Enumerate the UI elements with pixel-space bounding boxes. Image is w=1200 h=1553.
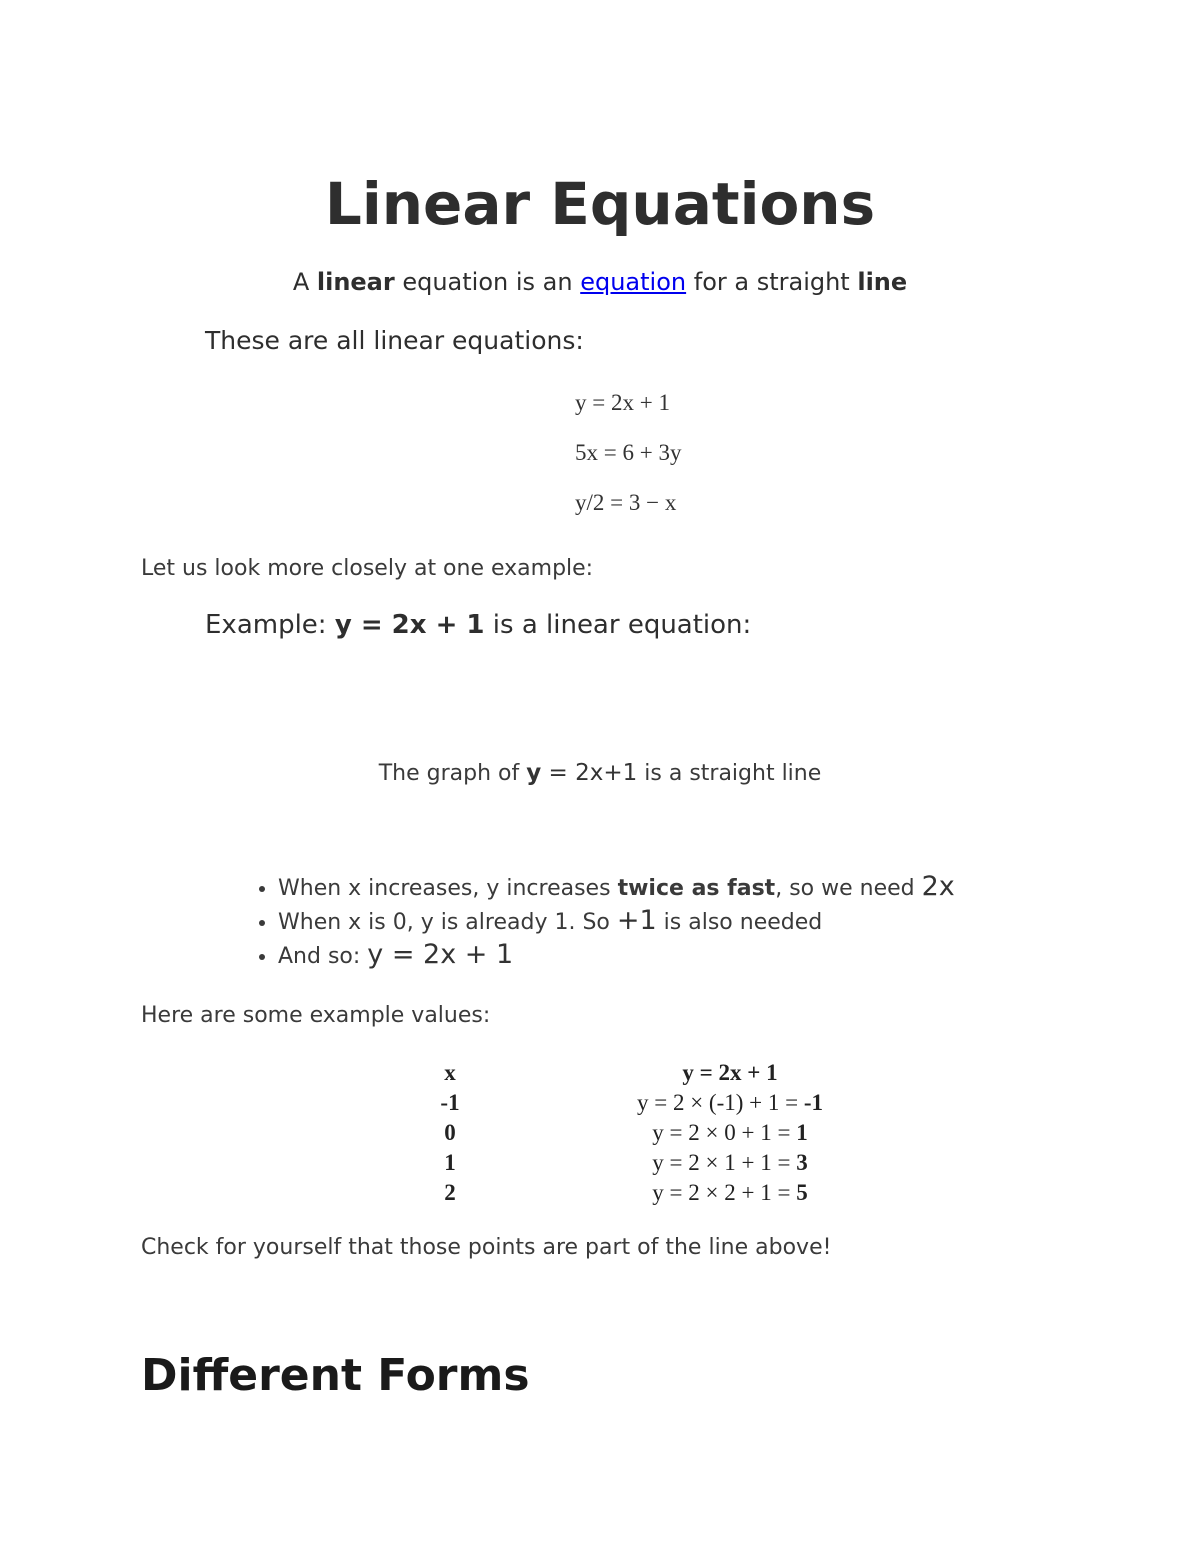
table-row bbox=[395, 1148, 955, 1178]
cell-calc bbox=[505, 1178, 955, 1208]
equation-3: y/2 = 3 − x bbox=[575, 490, 677, 515]
cell-x: 0 bbox=[444, 1120, 456, 1145]
table-row bbox=[395, 1088, 955, 1118]
calc-result: 5 bbox=[796, 1180, 808, 1205]
cell-x: 1 bbox=[444, 1150, 456, 1175]
look-closely-text: Let us look more closely at one example: bbox=[141, 556, 594, 581]
table-row bbox=[395, 1118, 955, 1148]
table-row bbox=[395, 1178, 955, 1208]
intro-bold-line: line bbox=[857, 268, 908, 296]
intro-text-1: A bbox=[292, 268, 317, 296]
page-title: Linear Equations bbox=[324, 170, 876, 238]
calc-result: 1 bbox=[796, 1120, 808, 1145]
calc-text: y = 2 × 0 + 1 = bbox=[652, 1120, 797, 1145]
values-table bbox=[395, 1058, 955, 1208]
intro-bold-linear: linear bbox=[316, 268, 395, 296]
equation-link[interactable]: equation bbox=[580, 268, 687, 296]
bullet-1-text-1: When x increases, y increases bbox=[278, 876, 618, 901]
explanation-list bbox=[240, 870, 955, 972]
header-x: x bbox=[444, 1060, 456, 1085]
cell-calc bbox=[505, 1118, 955, 1148]
example-suffix: is a linear equation: bbox=[484, 610, 752, 640]
graph-caption bbox=[0, 760, 1200, 786]
bullet-2-text-1: When x is 0, y is already 1. So bbox=[278, 910, 617, 935]
graph-caption-text-1: The graph of bbox=[378, 761, 527, 786]
equation-1: y = 2x + 1 bbox=[575, 390, 670, 415]
graph-caption-eq: = bbox=[541, 760, 576, 786]
calc-result: -1 bbox=[803, 1090, 824, 1115]
intro-text-2: equation is an bbox=[394, 268, 581, 296]
section-heading: Different Forms bbox=[141, 1350, 530, 1401]
cell-calc bbox=[505, 1148, 955, 1178]
equation-2: 5x = 6 + 3y bbox=[575, 440, 682, 465]
intro-sentence bbox=[0, 268, 1200, 296]
list-item bbox=[278, 938, 955, 972]
graph-caption-text-2: is a straight line bbox=[637, 761, 822, 786]
graph-caption-y: y bbox=[526, 760, 542, 786]
cell-x: -1 bbox=[440, 1090, 460, 1115]
calc-text: y = 2 × (-1) + 1 = bbox=[636, 1090, 804, 1115]
bullet-1-bold: twice as fast bbox=[617, 876, 776, 901]
list-item bbox=[278, 870, 955, 904]
bullet-1-text-2: , so we need bbox=[775, 876, 922, 901]
these-heading: These are all linear equations: bbox=[205, 326, 584, 355]
bullet-3-big: y = 2x + 1 bbox=[367, 939, 514, 970]
intro-text-3: for a straight bbox=[686, 268, 858, 296]
check-text: Check for yourself that those points are part of the line above! bbox=[141, 1235, 832, 1260]
list-item bbox=[278, 904, 955, 938]
bullet-2-big: +1 bbox=[616, 905, 657, 936]
example-heading bbox=[205, 610, 751, 640]
example-prefix: Example: bbox=[205, 610, 335, 640]
values-intro-text: Here are some example values: bbox=[141, 1003, 491, 1028]
cell-calc bbox=[505, 1088, 955, 1118]
bullet-1-big: 2x bbox=[921, 871, 955, 902]
calc-text: y = 2 × 1 + 1 = bbox=[652, 1150, 797, 1175]
cell-x: 2 bbox=[444, 1180, 456, 1205]
header-y: y = 2x + 1 bbox=[682, 1060, 778, 1085]
bullet-3-text-1: And so: bbox=[278, 944, 368, 969]
calc-result: 3 bbox=[796, 1150, 808, 1175]
table-header-row bbox=[395, 1058, 955, 1088]
example-equation: y = 2x + 1 bbox=[334, 610, 485, 640]
graph-caption-expr: 2x+1 bbox=[575, 760, 638, 786]
bullet-2-text-2: is also needed bbox=[656, 910, 823, 935]
calc-text: y = 2 × 2 + 1 = bbox=[652, 1180, 797, 1205]
